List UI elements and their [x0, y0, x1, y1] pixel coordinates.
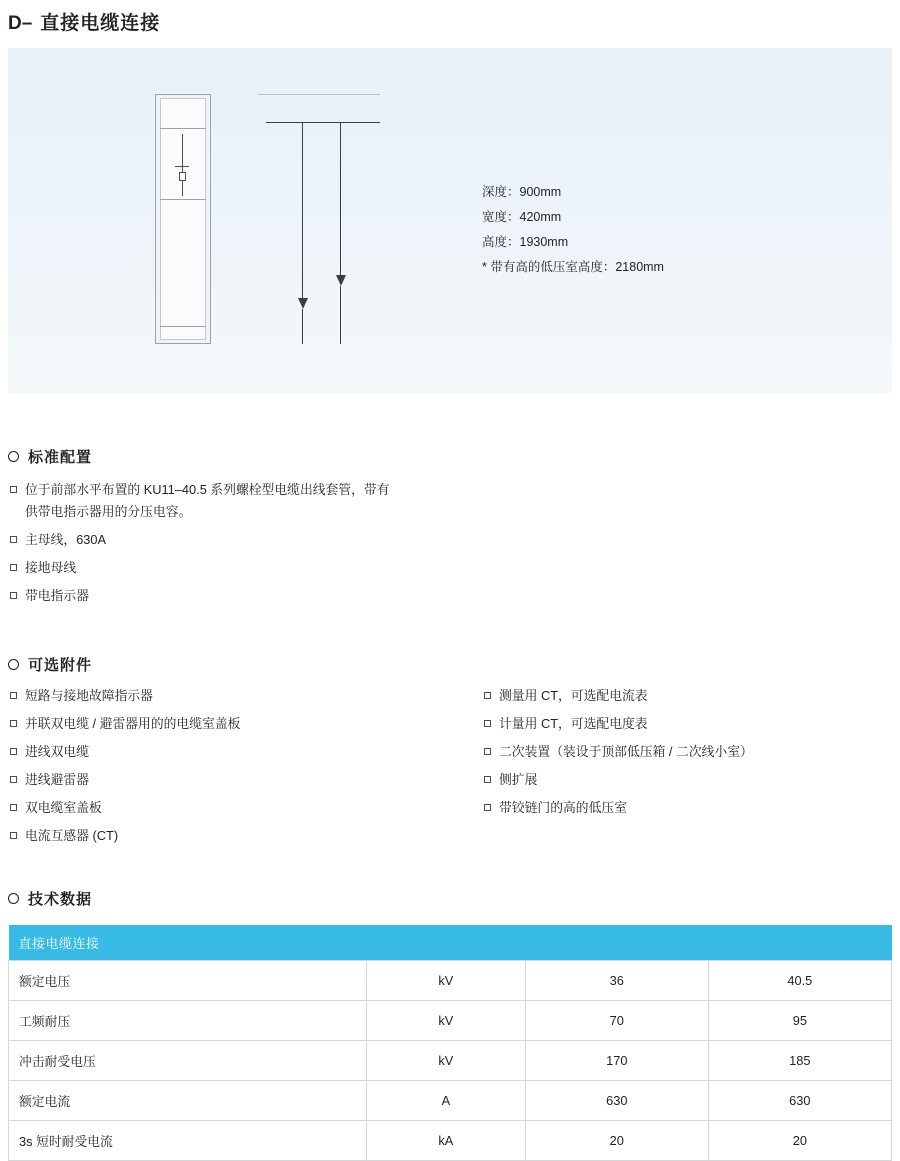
- table-cell-name: 工频耐压: [9, 1001, 367, 1041]
- list-item-label: 并联双电缆 / 避雷器用的的电缆室盖板: [25, 716, 241, 731]
- square-bullet-icon: [484, 804, 491, 811]
- list-item-label: 短路与接地故障指示器: [25, 688, 153, 703]
- section-heading-standard: [8, 446, 92, 467]
- circle-bullet-icon: [8, 893, 19, 904]
- cabinet-divider-bottom: [160, 326, 206, 327]
- arrow-down-icon: [336, 275, 346, 286]
- list-item: [10, 686, 430, 705]
- square-bullet-icon: [10, 804, 17, 811]
- square-bullet-icon: [484, 692, 491, 699]
- table-header-title: 直接电缆连接: [9, 925, 892, 961]
- list-item: [484, 686, 884, 705]
- table-cell-name: 3s 短时耐受电流: [9, 1121, 367, 1161]
- table-row: [9, 1001, 892, 1041]
- square-bullet-icon: [484, 776, 491, 783]
- square-bullet-icon: [10, 486, 17, 493]
- table-cell-unit: kV: [366, 1001, 525, 1041]
- section-heading-technical: [8, 888, 92, 909]
- table-cell-value-1: 170: [525, 1041, 708, 1081]
- square-bullet-icon: [10, 832, 17, 839]
- table-cell-name: 冲击耐受电压: [9, 1041, 367, 1081]
- list-item-label-continued: 供带电指示器用的分压电容。: [25, 504, 192, 519]
- list-item: [10, 558, 480, 577]
- table-cell-unit: kV: [366, 1041, 525, 1081]
- square-bullet-icon: [484, 748, 491, 755]
- dimension-width: 宽度：420mm: [482, 210, 562, 224]
- table-row: [9, 1121, 892, 1161]
- list-item-label: 位于前部水平布置的 KU11–40.5 系列螺栓型电缆出线套管，带有: [25, 482, 390, 497]
- list-item-label: 计量用 CT，可选配电度表: [499, 716, 648, 731]
- list-item: [484, 714, 884, 733]
- dimension-height: 高度：1930mm: [482, 235, 569, 249]
- square-bullet-icon: [10, 720, 17, 727]
- optional-list-left: [10, 686, 430, 854]
- list-item: [484, 798, 884, 817]
- page-title-code: D–: [8, 13, 33, 34]
- schematic-cable-1: [302, 309, 303, 344]
- list-item: [10, 798, 430, 817]
- table-cell-value-1: 70: [525, 1001, 708, 1041]
- square-bullet-icon: [10, 564, 17, 571]
- circle-bullet-icon: [8, 659, 19, 670]
- list-item-label: 进线双电缆: [25, 744, 89, 759]
- table-cell-name: 额定电压: [9, 961, 367, 1001]
- cabinet-component-box: [179, 172, 186, 181]
- section-heading-optional: [8, 654, 92, 675]
- list-item-label: 带电指示器: [25, 588, 89, 603]
- single-line-schematic: [258, 94, 388, 344]
- circle-bullet-icon: [8, 451, 19, 462]
- table-row: [9, 1081, 892, 1121]
- list-item-label: 侧扩展: [499, 772, 538, 787]
- square-bullet-icon: [10, 592, 17, 599]
- schematic-top-rule: [258, 94, 380, 95]
- list-item-label: 电流互感器 (CT): [25, 828, 119, 843]
- list-item: [10, 530, 480, 549]
- cabinet-divider-top: [160, 128, 206, 129]
- list-item: [10, 714, 430, 733]
- list-item: [10, 586, 480, 605]
- table-cell-unit: kA: [366, 1121, 525, 1161]
- cabinet-vertical-bar: [182, 134, 183, 196]
- square-bullet-icon: [10, 776, 17, 783]
- list-item-label: 二次装置（装设于顶部低压箱 / 二次线小室）: [499, 744, 753, 759]
- square-bullet-icon: [10, 692, 17, 699]
- schematic-feeder-2: [340, 122, 341, 279]
- cabinet-drawing: [155, 94, 211, 344]
- list-item-label: 带铰链门的高的低压室: [499, 800, 627, 815]
- dimension-depth: 深度：900mm: [482, 185, 562, 199]
- optional-list-right: [484, 686, 884, 826]
- table-cell-unit: A: [366, 1081, 525, 1121]
- section-heading-optional-label: 可选附件: [28, 657, 93, 674]
- schematic-feeder-1: [302, 122, 303, 302]
- table-header-row: [9, 925, 892, 961]
- list-item-label: 主母线，630A: [25, 532, 107, 547]
- page-title-text: 直接电缆连接: [40, 13, 161, 34]
- table-cell-value-1: 630: [525, 1081, 708, 1121]
- square-bullet-icon: [484, 720, 491, 727]
- list-item-label: 接地母线: [25, 560, 77, 575]
- table-cell-name: 额定电流: [9, 1081, 367, 1121]
- dimension-list: [482, 180, 664, 280]
- list-item-label: 测量用 CT，可选配电流表: [499, 688, 648, 703]
- list-item-label: 进线避雷器: [25, 772, 89, 787]
- square-bullet-icon: [10, 748, 17, 755]
- cabinet-cross-bar: [175, 166, 189, 167]
- standard-config-list: [10, 480, 480, 614]
- list-item: [10, 770, 430, 789]
- table-row: [9, 1041, 892, 1081]
- list-item: [10, 480, 480, 521]
- square-bullet-icon: [10, 536, 17, 543]
- list-item: [10, 742, 430, 761]
- list-item-label: 双电缆室盖板: [25, 800, 102, 815]
- section-heading-standard-label: 标准配置: [28, 449, 93, 466]
- section-heading-technical-label: 技术数据: [28, 891, 93, 908]
- table-row: [9, 961, 892, 1001]
- schematic-cable-2: [340, 286, 341, 344]
- table-cell-value-1: 36: [525, 961, 708, 1001]
- table-cell-value-2: 185: [708, 1041, 891, 1081]
- cabinet-inner-outline: [160, 98, 206, 340]
- table-cell-value-1: 20: [525, 1121, 708, 1161]
- arrow-down-icon: [298, 298, 308, 309]
- cabinet-divider-middle: [160, 199, 206, 200]
- table-cell-unit: kV: [366, 961, 525, 1001]
- list-item: [484, 770, 884, 789]
- list-item: [10, 826, 430, 845]
- table-cell-value-2: 40.5: [708, 961, 891, 1001]
- table-cell-value-2: 630: [708, 1081, 891, 1121]
- table-cell-value-2: 20: [708, 1121, 891, 1161]
- list-item: [484, 742, 884, 761]
- schematic-busbar: [266, 122, 380, 123]
- table-cell-value-2: 95: [708, 1001, 891, 1041]
- technical-data-table: [8, 925, 892, 1161]
- dimension-note: * 带有高的低压室高度：2180mm: [482, 260, 664, 274]
- page-title: [8, 8, 160, 35]
- product-illustration-panel: [8, 48, 892, 393]
